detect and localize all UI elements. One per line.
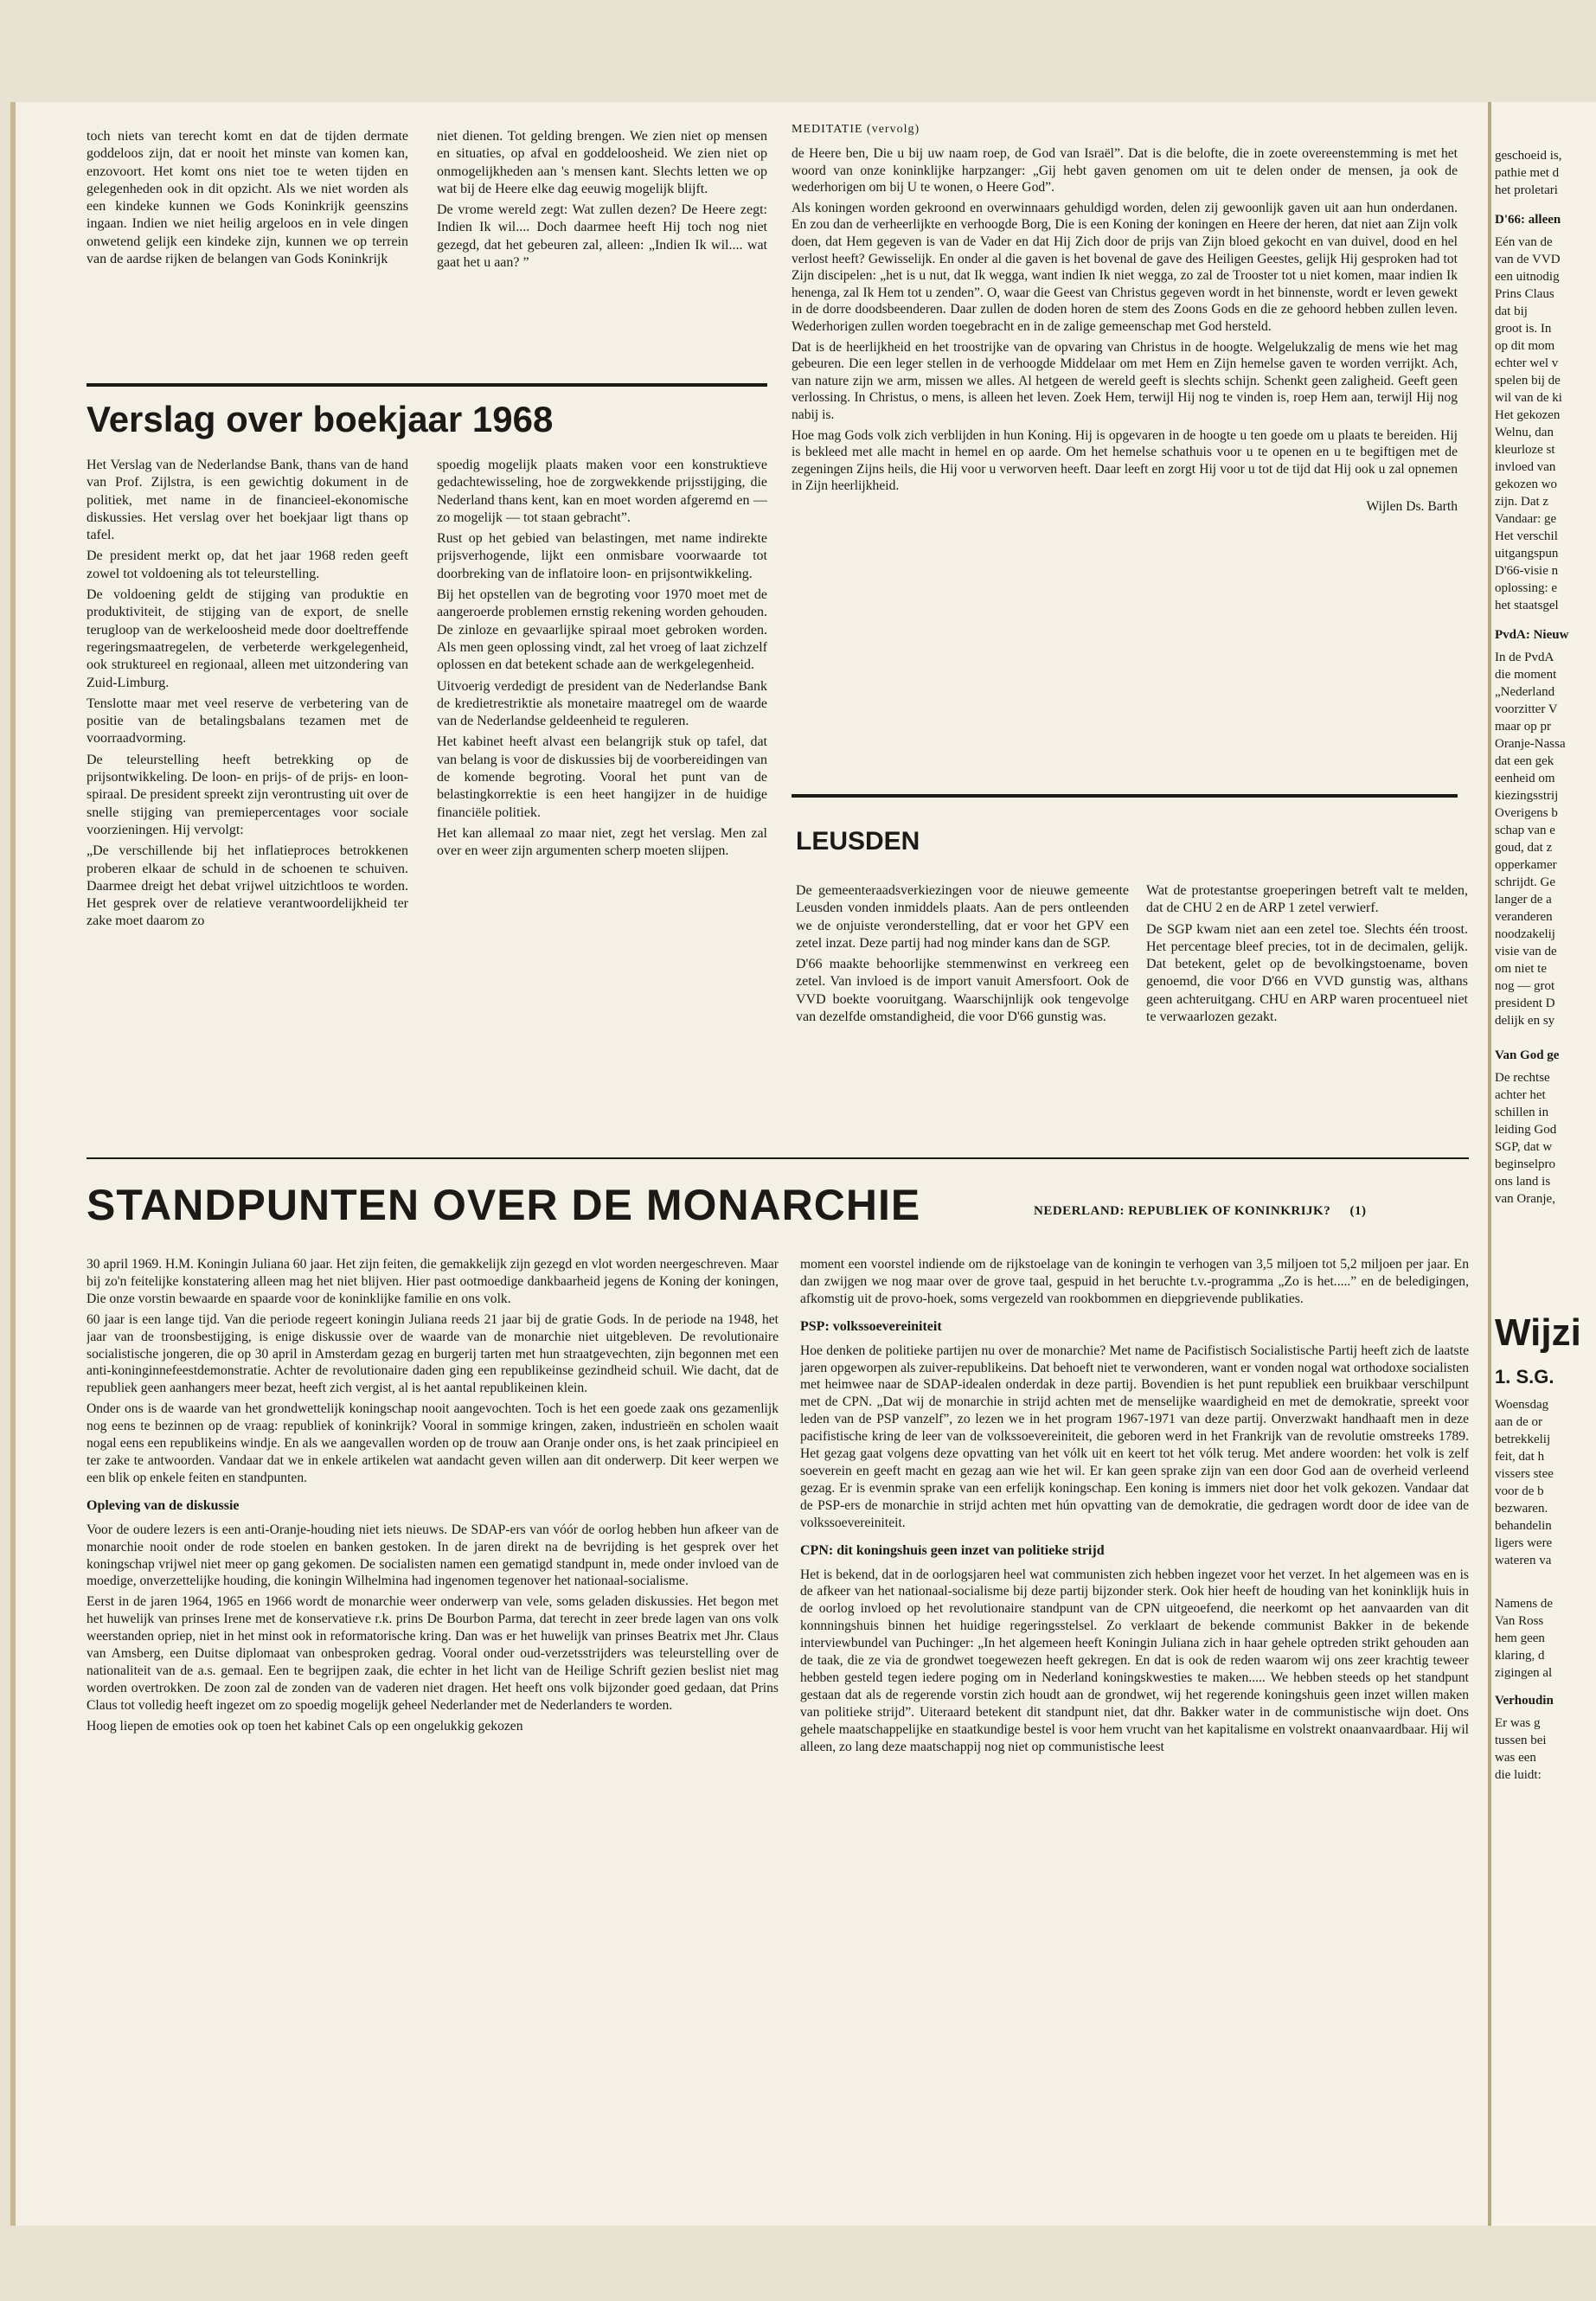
text-line-fragment: bezwaren. bbox=[1495, 1502, 1548, 1516]
paragraph: Uitvoerig verdedigt de president van de Nederlandse Bank de kredietrestriktie als monetaire maatregel om de waarde van de Nederlandse geldeenheid te reguleren. bbox=[437, 678, 767, 729]
paragraph: Hoe denken de politieke partijen nu over de monarchie? Met name de Pacifistisch Socialistische Partij heeft zich de laatste jaren opgeworpen als zuiver-republikeins. Dat behoeft niet te verwonderen, want er vonden nogal wat orthodoxe socialisten met heimwee naar de SDAP-idealen onderdak in deze partij. Bovendien is het punt republiek een bruikbaar verschilpunt met de CPN. „Dat wij de monarchie in strijd achten met de menselijke waardigheid en met de demokratie, spreekt voor leden van de PSP vanzelf”, zo lezen we in het program 1967-1971 van deze partij. Onverzwakt handhaaft men in deze pacifistische kring de leer van de volkssoevereiniteit, die geboren werd in het Frankrijk van de revolutie omstreeks 1789. Het gezag gaat volgens deze opvatting van het vólk uit en keert tot het vólk terug. Met andere woorden: het volk is zelf soeverein en geeft macht en gezag aan wie het wil. Er kan geen sprake zijn van een door God aan de overheid verleend gezag. Er is evenmin sprake van een erfelijk koningschap. Een koning is immers niet door het volk gekozen. Vandaar dat de PSP-ers de monarchie in strijd achten met hún opvatting van de demokratie, die gedragen wordt door de idee van de volkssoevereiniteit. bbox=[800, 1343, 1469, 1530]
text-line-fragment: van de VVD bbox=[1495, 253, 1561, 266]
text-line-fragment: spelen bij de bbox=[1495, 374, 1561, 388]
text-line-fragment: tussen bei bbox=[1495, 1734, 1547, 1747]
text-line-fragment: betrekkelij bbox=[1495, 1433, 1551, 1446]
column-1-top bbox=[87, 128, 408, 379]
paragraph: 30 april 1969. H.M. Koningin Juliana 60 jaar. Het zijn feiten, die gemakkelijk zijn gezegd en vlot worden neergeschreven. Maar bij zo'n feitelijke konstatering alleen mag het niet blijven. Hier past ootmoedige dankbaarheid jegens de Koning der koningen, Die onze vorstin bewaarde en spaarde voor de koninklijke familie en ons volk. bbox=[87, 1257, 779, 1306]
text-line-fragment: klaring, d bbox=[1495, 1649, 1545, 1663]
paragraph: Hoog liepen de emoties ook op toen het kabinet Cals op een ongelukkig gekozen bbox=[87, 1718, 523, 1734]
subhead-fragment: 1. S.G. bbox=[1495, 1366, 1554, 1388]
section-rule bbox=[87, 1157, 1469, 1159]
text-line-fragment: Het verschil bbox=[1495, 529, 1558, 543]
text-line-fragment: veranderen bbox=[1495, 910, 1553, 924]
text-line-fragment: dat een gek bbox=[1495, 754, 1554, 768]
text-line-fragment: dat bij bbox=[1495, 304, 1528, 318]
text-line-fragment: D'66-visie n bbox=[1495, 564, 1559, 578]
text-line-fragment: aan de or bbox=[1495, 1415, 1542, 1429]
paragraph: Onder ons is de waarde van het grondwettelijk koningschap nooit aangevochten. Toch is het een goede zaak ons gezamenlijk nog eens te bezinnen op de vraag: republiek of koninkrijk? Vooral in sommige kringen, zaken, industrieën en scholen waait nogal eens een republikeins windje. En als we aangevallen worden op de trouw aan Oranje onder ons, is het zaak principieel en ter zake te antwoorden. Vandaar dat we in enkele artikelen wat aandacht geven willen aan dit onderwerp. Dit keer werpen we een blik op enkele feiten en standpunten. bbox=[87, 1401, 779, 1485]
text-line-fragment: Van Ross bbox=[1495, 1614, 1544, 1628]
meditatie-kicker: MEDITATIE (vervolg) bbox=[792, 123, 920, 136]
text-line-fragment: wateren va bbox=[1495, 1554, 1552, 1567]
text-line-fragment: kiezingsstrij bbox=[1495, 789, 1559, 803]
standpunten-heading: STANDPUNTEN OVER DE MONARCHIE bbox=[87, 1181, 921, 1229]
text-line-fragment: delijk en sy bbox=[1495, 1014, 1555, 1028]
text-line-fragment: een uitnodig bbox=[1495, 270, 1560, 284]
text-line-fragment: achter het bbox=[1495, 1088, 1546, 1102]
paragraph: Het kan allemaal zo maar niet, zegt het verslag. Men zal over en weer zijn argumenten scherp moeten slijpen. bbox=[437, 825, 767, 859]
text-line-fragment: SGP, dat w bbox=[1495, 1140, 1553, 1154]
paragraph: de Heere ben, Die u bij uw naam roep, de God van Israël”. Dat is die belofte, die in zoete overeenstemming is met het woord van onze koninklijke harpzanger: „Gij hebt gaven genomen om uit te delen onder de mensen, ja ook de wederhorigen om bij U te wonen, o Heere God”. bbox=[792, 146, 1458, 195]
paragraph: Dat is de heerlijkheid en het troostrijke van de opvaring van Christus in de hoogte. Welgelukzalig de mens wie het mag gebeuren. Die een leger stellen in de verhoogde Middelaar om met Hem en Zijn hemelse gaven te worden verrijkt. Ach, van nature zijn we arm, missen we alles. Al hetgeen de wereld geeft is slechts schijn. Schenkt geen zaligheid. Geeft geen verlossing. In Christus, o mens, is alleen het leven. Zoek Hem, terwijl Hij nog te vinden is, roep Hem aan, terwijl Hij nog nabij is. bbox=[792, 339, 1458, 422]
paragraph: Voor de oudere lezers is een anti-Oranje-houding niet iets nieuws. De SDAP-ers van vóór de oorlog hebben hun afkeer van de monarchie nooit onder de rode stoelen en banken gestoken. In de jaren direkt na de bevrijding is het gesprek over het koningschap vrijwel niet meer op gang gekomen. De socialisten namen een gematigd standpunt in, mede onder invloed van de moedige, onverzettelijke houding, die koningin Wilhelmina had ingenomen tegenover het nationaal-socialisme. bbox=[87, 1522, 779, 1589]
text-line-fragment: opperkamer bbox=[1495, 858, 1557, 872]
text-line-fragment: Het gekozen bbox=[1495, 408, 1561, 422]
text-line-fragment: zijn. Dat z bbox=[1495, 495, 1549, 509]
text-line-fragment: Namens de bbox=[1495, 1597, 1554, 1611]
text-line-fragment: echter wel v bbox=[1495, 356, 1559, 370]
next-page-strip bbox=[1491, 102, 1596, 2226]
paragraph: Bij het opstellen van de begroting voor 1970 moet met de aangeroerde problemen ernstig rekening worden gehouden. De zinloze en gevaarlijke spiraal moet gebroken worden. Als men geen oplossing vindt, zal het vroeg of laat zichzelf oplossen en dat betekent schade aan de werkgelegenheid. bbox=[437, 587, 767, 673]
text-line-fragment: feit, dat h bbox=[1495, 1450, 1545, 1464]
paragraph: spoedig mogelijk plaats maken voor een konstruktieve gedachtewisseling, hoe de zorgwekkende prijsstijging, die Nederland thans kent, kan en moet worden afgeremd en — zo mogelijk — tot staan gebracht”. bbox=[437, 458, 767, 525]
part-number: (1) bbox=[1349, 1204, 1367, 1218]
verslag-column-1 bbox=[87, 457, 408, 1114]
text-line-fragment: voorzitter V bbox=[1495, 702, 1558, 716]
text-line-fragment: visie van de bbox=[1495, 945, 1557, 958]
text-line-fragment: Er was g bbox=[1495, 1716, 1541, 1730]
headline-fragment: Wijzi bbox=[1495, 1311, 1581, 1354]
text-line-fragment: Oranje-Nassa bbox=[1495, 737, 1566, 751]
subheading-fragment: PvdA: Nieuw bbox=[1495, 628, 1569, 642]
column-2-top bbox=[437, 128, 767, 379]
text-line-fragment: leiding God bbox=[1495, 1123, 1557, 1137]
subheading: PSP: volkssoevereiniteit bbox=[800, 1318, 942, 1334]
text-line-fragment: was een bbox=[1495, 1751, 1536, 1765]
subheading: CPN: dit koningshuis geen inzet van politieke strijd bbox=[800, 1542, 1105, 1558]
verslag-column-2 bbox=[437, 457, 767, 1114]
paragraph: Het Verslag van de Nederlandse Bank, thans van de hand van Prof. Zijlstra, is een gewichtig dokument in de politiek, met name in de financieel-ekonomische diskussies. Het verslag over het boekjaar ligt thans op tafel. bbox=[87, 458, 408, 543]
text-line-fragment: maar op pr bbox=[1495, 720, 1551, 734]
paragraph: De vrome wereld zegt: Wat zullen dezen? De Heere zegt: Indien Ik wil.... Doch daarmee heeft Hij toch nog niet gezegd, dat het gebeuren zal, alleen: „Indien Ik wil.... wat gaat het u aan? ” bbox=[437, 202, 767, 271]
paragraph: Het is bekend, dat in de oorlogsjaren heel wat communisten zich hebben ingezet voor het verzet. In het algemeen was en is de afkeer van het nationaal-socialisme bij deze partij bijzonder sterk. Ook hier heeft de houding van het koninklijk huis in de oorlog invloed op het revolutionaire standpunt van de CPN uitgeoefend, die neerkomt op het aanvaarden van dit konnningshuis binnen het huidige regeringsstelsel. Zo verklaart de bekende communist Bakker in de bekende interviewbundel van Puchinger: „In het algemeen heeft Koningin Juliana zich in haar gehele optreden strikt gehouden aan de taak, die ze via de grondwet toegewezen heeft gekregen. En dat is ook de reden waarom wij ons zeer krachtig teweer hebben gesteld tegen iedere poging om in Nederland koningskwesties te maken..... We hebben steeds op het standpunt gestaan dat als de regerende vorstin zich houdt aan de grondwet, wij het regerende koningshuis geen inzet willen maken van politieke strijd”. Uiteraard betekent dit standpunt niet, dat dhr. Bakker water in de communistische wijn doet. Ons gehele maatschappelijke en staatkundige bestel is voor hem vrucht van het kapitalisme en volstrekt onaanvaardbaar. Hij wil alleen, zo lang deze maatschappij nog niet op communistische leest bbox=[800, 1567, 1469, 1754]
paragraph: Als koningen worden gekroond en overwinnaars gehuldigd worden, delen zij gewoonlijk gaven uit aan hun onderdanen. En zou dan de verheerlijkte en verhoogde Borg, Die is een Koning der koningen en Heere der heren, dat niet aan Zijn volk doen, dat Hem gegeven is van de Vader en dat Hij Zich door de prijs van Zijn bloed gekocht en van duivel, dood en hel verlost heeft? Gewisselijk. En onder al die gaven is het bovenal de gave des Heiligen Geestes, gelijk Hij gesproken had tot Zijn discipelen: „het is u nut, dat Ik wegga, want indien Ik niet wegga, zo zal de Trooster tot u niet komen, maar indien Ik henenga, zal Ik Hem tot u zenden”. O, waar die Geest van Christus gegeven wordt in het binnenste, wordt er leven gewekt in de dorre doodsbeenderen. Daar zullen de doden horen de stem des Zoons Gods en die ze gehoord hebben zullen leven. Wederhorigen zullen worden toegebracht en in de zalige gemeenschap met God hersteld. bbox=[792, 200, 1458, 334]
text-line-fragment: eenheid om bbox=[1495, 772, 1555, 785]
standpunten-column-2 bbox=[800, 1256, 1469, 2208]
paragraph: De teleurstelling heeft betrekking op de prijsontwikkeling. De loon- en prijs- of de prijs- en loon-spiraal. De president spreekt zijn verontrusting uit over de snelle stijging van premiepercentages voor sociale voorzieningen. Hij vervolgt: bbox=[87, 752, 408, 837]
text-line-fragment: van Oranje, bbox=[1495, 1192, 1555, 1206]
text-line-fragment: oplossing: e bbox=[1495, 581, 1558, 595]
text-line-fragment: gekozen wo bbox=[1495, 478, 1558, 491]
subheading-fragment: Van God ge bbox=[1495, 1048, 1560, 1062]
subheading-fragment: Verhoudin bbox=[1495, 1694, 1554, 1708]
meditatie-column bbox=[792, 145, 1458, 768]
text-line-fragment: wil van de ki bbox=[1495, 391, 1562, 405]
paragraph: De voldoening geldt de stijging van produktie en produktiviteit, de stijging van de export, de snelle terugloop van de werkeloosheid mede door doeltreffende regeringsmaatregelen, de verbeterde werkgelegenheid, ook struktureel en regionaal, alleen met uitzondering van Zuid-Limburg. bbox=[87, 587, 408, 690]
meditatie-signature: Wijlen Ds. Barth bbox=[1366, 498, 1458, 514]
leusden-column-1 bbox=[796, 882, 1129, 1142]
text-line-fragment: Welnu, dan bbox=[1495, 426, 1554, 439]
leusden-heading: LEUSDEN bbox=[796, 827, 920, 856]
paragraph: Rust op het gebied van belastingen, met name indirekte prijsverhogende, lijkt een onmisbare voorwaarde tot doorbreking van de inflatoire loon- en prijsontwikkeling. bbox=[437, 531, 767, 581]
text-line-fragment: beginselpro bbox=[1495, 1157, 1555, 1171]
paragraph: Wat de protestantse groeperingen betreft valt te melden, dat de CHU 2 en de ARP 1 zetel verwierf. bbox=[1146, 883, 1468, 916]
subheading: Opleving van de diskussie bbox=[87, 1497, 240, 1513]
text-line-fragment: zigingen al bbox=[1495, 1666, 1553, 1680]
text-line-fragment: hem geen bbox=[1495, 1631, 1545, 1645]
text-line-fragment: langer de a bbox=[1495, 893, 1552, 907]
text-line-fragment: schap van e bbox=[1495, 824, 1555, 837]
paragraph: 60 jaar is een lange tijd. Van die periode regeert koningin Juliana reeds 21 jaar bij de gratie Gods. In de periode na 1948, het jaar van de troonsbestijging, is enige diskussie over de waarde van de monarchie niet uitgebleven. De revolutionaire socialistische jongeren, die op 30 april in Amsterdam gezag en burgerij tarten met hun straatgevechten, zijn begonnen met een anti-koninginnefeestdemonstratie. Achter de revolutionaire daden ging een republikeinse gezindheid schuil. Wie dacht, dat de republiek geen aanhangers meer bezat, heeft zich vergist, al is het aantal republikeinen klein. bbox=[87, 1311, 779, 1396]
text-line-fragment: schillen in bbox=[1495, 1106, 1549, 1119]
text-line-fragment: ons land is bbox=[1495, 1175, 1551, 1189]
text-line-fragment: nog — grot bbox=[1495, 979, 1555, 993]
paragraph: De SGP kwam niet aan een zetel toe. Slechts één troost. Het percentage bleef precies, tot in de decimalen, gelijk. Dat betekent, gelet op de bevolkingstoename, boven genoemd, die voor D'66 en VVD gunstig was, althans geen achteruitgang. CHU en ARP waren procentueel niet te verwaarlozen gezakt. bbox=[1146, 921, 1468, 1025]
text-line-fragment: Overigens b bbox=[1495, 806, 1558, 820]
text-line-fragment: voor de b bbox=[1495, 1484, 1544, 1498]
text-line-fragment: Vandaar: ge bbox=[1495, 512, 1557, 526]
text-line-fragment: Prins Claus bbox=[1495, 287, 1554, 301]
paragraph: Hoe mag Gods volk zich verblijden in hun Koning. Hij is opgevaren in de hoogte u ten goede om u plaats te bereiden. Hij is bekleed met alle macht in hemel en op aarde. Om het hemelse schathuis voor u te openen en u te begiftigen met de zegeningen Zijns heils, die Hij voor u verworven heeft. Daar leeft en zorgt Hij voor u tot de tijd dat Hij ook u zal opnemen in Zijn heerlijkheid. bbox=[792, 427, 1458, 494]
text-line-fragment: De rechtse bbox=[1495, 1071, 1550, 1085]
text-line-fragment: noodzakelij bbox=[1495, 927, 1555, 941]
text-line-fragment: die luidt: bbox=[1495, 1768, 1542, 1782]
kicker-text: NEDERLAND: REPUBLIEK OF KONINKRIJK? bbox=[1034, 1204, 1331, 1218]
text-line-fragment: schrijdt. Ge bbox=[1495, 875, 1555, 889]
text-line-fragment: goud, dat z bbox=[1495, 841, 1553, 855]
standpunten-kicker bbox=[1034, 1204, 1366, 1219]
section-rule bbox=[87, 383, 767, 387]
paragraph: De president merkt op, dat het jaar 1968 reden geeft zowel tot voldoening als tot teleurstelling. bbox=[87, 548, 408, 581]
text-line-fragment: Eén van de bbox=[1495, 235, 1553, 249]
text-line-fragment: geschoeid is, bbox=[1495, 149, 1562, 163]
paragraph: Eerst in de jaren 1964, 1965 en 1966 wordt de monarchie weer onderwerp van vele, soms geladen diskussies. Het begon met het huwelijk van prinses Irene met de konservatieve r.k. prins De Bourbon Parma, dat terecht in zeer brede lagen van ons volk weerstanden opriep, niet in het minst ook in reformatorische kring. Dan was er het huwelijk van prinses Beatrix met Jhr. Claus van Amsberg, een Duitse diplomaat van onbesproken gedrag. Vooral onder oud-verzetsstrijders was teleurstelling over de nationaliteit van de a.s. gemaal. Een te begrijpen zaak, die echter in het licht van de Heilige Schrift gezien beslist niet mag worden overtrokken. De zoon zal de zonden van de vaderen niet dragen. Het heeft ons volk bijzonder goed gedaan, dat Prins Claus tot volledig heeft ingezet om zo spoedig mogelijk geheel Nederlander met de Nederlanders te worden. bbox=[87, 1594, 779, 1713]
text-line-fragment: het staatsgel bbox=[1495, 599, 1559, 612]
text-line-fragment: pathie met d bbox=[1495, 166, 1560, 180]
standpunten-column-1 bbox=[87, 1256, 779, 2208]
paragraph: Het kabinet heeft alvast een belangrijk stuk op tafel, dat van belang is voor de diskussies bij de voorbereidingen van de komende begroting. Vooral het punt van de belastingkorrektie is een heet hangijzer in de huidige financiële politiek. bbox=[437, 734, 767, 820]
text-line-fragment: die moment bbox=[1495, 668, 1557, 682]
text-line-fragment: behandelin bbox=[1495, 1519, 1552, 1533]
text-line-fragment: vissers stee bbox=[1495, 1467, 1554, 1481]
text-line-fragment: het proletari bbox=[1495, 183, 1558, 197]
paragraph: toch niets van terecht komt en dat de tijden dermate goddeloos zijn, dat er nooit het minste van komen kan, enzovoort. Het komt ons niet toe te weten tijden en gelegenheden ook in dit opzicht. Als we niet worden als een kindeke kunnen we Gods Koninkrijk geenszins ingaan. Indien we niet heilig argeloos en in vele dingen onwetend gelijk een kindeke zijn, kunnen we op terrein van de aardse rijken de belangen van Gods Koninkrijk bbox=[87, 129, 408, 267]
text-line-fragment: president D bbox=[1495, 997, 1555, 1010]
verslag-heading: Verslag over boekjaar 1968 bbox=[87, 399, 554, 439]
paragraph: „De verschillende bij het inflatieproces betrokkenen proberen elkaar de schuld in de schoenen te schuiven. Daarmee dreigt het debat vrijwel uitzichtloos te worden. Het gesprek over de relatieve verantwoordelijkheid ter zake moet daarom zo bbox=[87, 843, 408, 929]
section-rule bbox=[792, 794, 1458, 798]
text-line-fragment: ligers were bbox=[1495, 1536, 1553, 1550]
paragraph: moment een voorstel indiende om de rijkstoelage van de koningin te verhogen van 3,5 miljoen tot 5,2 miljoen per jaar. En dan zwijgen we nog maar over de grove taal, gespuid in het beruchte t.v.-programma „Zo is het.....” en de beledigingen, afkomstig uit de provo-hoek, soms vergezeld van rookbommen en diepgrievende publikaties. bbox=[800, 1257, 1469, 1306]
text-line-fragment: groot is. In bbox=[1495, 322, 1552, 336]
paragraph: D'66 maakte behoorlijke stemmenwinst en verkreeg een zetel. Van invloed is de import vanuit Amersfoort. Ook de VVD boekte vooruitgang. Waarschijnlijk ook tengevolge van dezelfde omstandigheid, die voor D'66 gunstig was. bbox=[796, 957, 1129, 1025]
paragraph: niet dienen. Tot gelding brengen. We zien niet op mensen en situaties, op afval en goddeloosheid. We zien niet op onmogelijkheden aan 's mensen kant. Slechts letten we op wat bij de Heere elke dag eeuwig mogelijk blijft. bbox=[437, 129, 767, 196]
leusden-column-2 bbox=[1146, 882, 1468, 1142]
text-line-fragment: In de PvdA bbox=[1495, 651, 1554, 664]
text-line-fragment: kleurloze st bbox=[1495, 443, 1555, 457]
text-line-fragment: uitgangspun bbox=[1495, 547, 1559, 561]
paragraph: Tenslotte maar met veel reserve de verbetering van de positie van de betalingsbalans tezamen met de voorraadvorming. bbox=[87, 695, 408, 747]
text-line-fragment: „Nederland bbox=[1495, 685, 1555, 699]
text-line-fragment: om niet te bbox=[1495, 962, 1547, 976]
text-line-fragment: invloed van bbox=[1495, 460, 1556, 474]
text-line-fragment: op dit mom bbox=[1495, 339, 1555, 353]
text-line-fragment: Woensdag bbox=[1495, 1398, 1549, 1412]
paragraph: De gemeenteraadsverkiezingen voor de nieuwe gemeente Leusden vonden inmiddels plaats. Aan de pers ontleenden we de onjuiste veronderstelling, dat er voor het GPV een zetel inzat. Deze partij had nog minder kans dan de SGP. bbox=[796, 883, 1129, 951]
subheading-fragment: D'66: alleen bbox=[1495, 213, 1561, 227]
